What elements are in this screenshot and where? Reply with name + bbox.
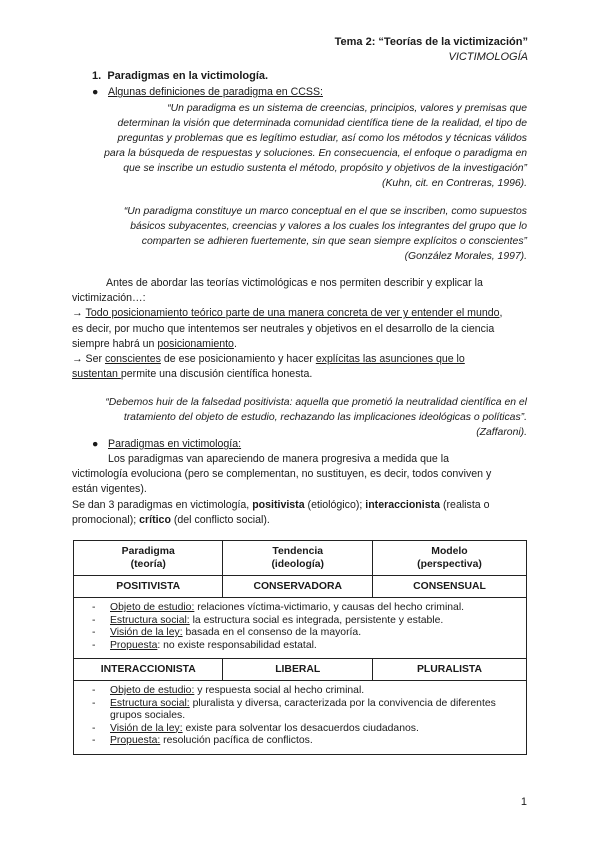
list-item bbox=[88, 685, 520, 698]
list-item bbox=[88, 640, 520, 653]
list-item bbox=[88, 723, 520, 736]
detail-list bbox=[88, 685, 520, 748]
arrow-icon: → bbox=[72, 353, 83, 366]
para-text: (realista o bbox=[440, 498, 490, 511]
item-label: Propuesta bbox=[110, 639, 158, 651]
emphasis-text: sustentan bbox=[72, 368, 121, 381]
item-text: relaciones víctima-victimario, y causas del hecho criminal. bbox=[194, 602, 465, 613]
emphasis-text: conscientes bbox=[104, 353, 161, 366]
quote-source: (Kuhn, cit. en Contreras, 1996). bbox=[382, 178, 527, 189]
para-line: Los paradigmas van apareciendo de manera progresiva a medida que la bbox=[108, 453, 449, 465]
bold-term: crítico bbox=[139, 513, 171, 526]
table-cell: PLURALISTA bbox=[372, 659, 526, 681]
item-text: existe para solventar los desacuerdos ciudadanos. bbox=[182, 722, 419, 734]
quote-zaffaroni bbox=[60, 395, 527, 440]
section-title: Paradigmas en la victimología. bbox=[107, 70, 269, 82]
para-line bbox=[72, 498, 532, 513]
bold-term: interaccionista bbox=[365, 498, 441, 511]
para-line: es decir, por mucho que intentemos ser neutrales y objetivos en el desarrollo de la ciencia bbox=[72, 322, 495, 335]
page-number: 1 bbox=[520, 796, 527, 808]
item-label: Objeto de estudio: bbox=[110, 685, 195, 696]
para-line bbox=[72, 337, 532, 352]
emphasis-text: posicionamiento bbox=[157, 337, 234, 350]
table-detail-cell bbox=[74, 681, 527, 755]
quote-line: para la búsqueda de respuestas y soluciones. En consecuencia, el enfoque o paradigma en bbox=[104, 148, 527, 159]
para-line bbox=[72, 367, 532, 382]
item-text: : no existe responsabilidad estatal. bbox=[157, 639, 317, 651]
para-text: promocional); bbox=[72, 513, 140, 526]
header-cell-subtitle: (ideología) bbox=[271, 559, 324, 570]
list-item bbox=[88, 735, 520, 748]
para-text: . bbox=[233, 337, 237, 350]
para-line: victimología evoluciona (pero se complementan, no sustituyen, es decir, todos conviven y bbox=[72, 468, 492, 481]
para-text: Se dan 3 paradigmas en victimología, bbox=[72, 498, 253, 511]
item-label: Visión de la ley: bbox=[110, 627, 183, 638]
item-label: Propuesta: bbox=[110, 735, 161, 746]
table-row bbox=[74, 576, 527, 598]
table-row bbox=[74, 659, 527, 681]
table-header-row bbox=[74, 541, 527, 576]
quote-line: preguntas y problemas que es legítimo estudiar, así como los métodos y técnicas válidos bbox=[117, 133, 527, 144]
table-header-cell bbox=[74, 541, 223, 576]
list-item bbox=[88, 627, 520, 640]
header-subject: VICTIMOLOGÍA bbox=[448, 51, 528, 63]
quote-line: “Un paradigma constituye un marco conceptual en el que se inscriben, como supuestos bbox=[123, 206, 527, 217]
para-line: Antes de abordar las teorías victimológicas e nos permiten describir y explicar la bbox=[106, 277, 483, 289]
item-label: Objeto de estudio: bbox=[110, 602, 195, 613]
header-cell-subtitle: (perspectiva) bbox=[417, 559, 482, 570]
para-line: victimización…: bbox=[72, 292, 146, 305]
table-cell: LIBERAL bbox=[223, 659, 372, 681]
detail-list bbox=[88, 602, 520, 652]
table-cell: CONSENSUAL bbox=[372, 576, 526, 598]
item-label: Visión de la ley: bbox=[110, 722, 183, 734]
quote-line: comparten se adhieren fuertemente, sin que sean siempre explícitos o conscientes” bbox=[141, 236, 527, 247]
bold-term: positivista bbox=[252, 498, 305, 511]
section-number: 1. bbox=[92, 70, 102, 82]
bullet-paradigms bbox=[92, 438, 241, 450]
header-cell-subtitle: (teoría) bbox=[130, 559, 166, 570]
bullet-icon: ● bbox=[92, 86, 99, 98]
table-cell: POSITIVISTA bbox=[74, 576, 223, 598]
bullet-icon: ● bbox=[92, 438, 99, 450]
para-text: de ese posicionamiento y hacer bbox=[160, 353, 316, 366]
paradigms-table bbox=[73, 540, 527, 755]
para-text: (del conflicto social). bbox=[170, 513, 270, 526]
item-text: basada en el consenso de la mayoría. bbox=[182, 627, 362, 638]
list-item bbox=[88, 602, 520, 615]
quote-line: “Debemos huir de la falsedad positivista: aquella que prometió la neutralidad científica en el bbox=[105, 397, 527, 408]
bullet-definitions bbox=[92, 86, 323, 98]
item-label: Estructura social: bbox=[110, 614, 190, 626]
para-text: Ser bbox=[82, 353, 105, 366]
section-heading bbox=[92, 70, 268, 82]
quote-source: (Zaffaroni). bbox=[476, 427, 527, 438]
emphasis-text: Todo posicionamiento teórico parte de una manera concreta de ver y entender el mundo bbox=[85, 307, 500, 320]
header-cell-title: Tendencia bbox=[272, 546, 324, 557]
para-line bbox=[72, 513, 532, 528]
para-line: están vigentes). bbox=[72, 483, 147, 496]
header-cell-title: Paradigma bbox=[121, 546, 175, 557]
list-item bbox=[88, 698, 520, 723]
quote-gonzalez bbox=[60, 204, 527, 264]
table-header-cell bbox=[372, 541, 526, 576]
para-line bbox=[72, 352, 532, 367]
list-item bbox=[88, 615, 520, 628]
bullet-definitions-text: Algunas definiciones de paradigma en CCSS: bbox=[108, 86, 323, 98]
table-cell: INTERACCIONISTA bbox=[74, 659, 223, 681]
table-header-cell bbox=[223, 541, 372, 576]
quote-line: determinan la visión que determinada comunidad científica tiene de la realidad, el tipo de bbox=[117, 118, 527, 129]
quote-kuhn bbox=[60, 101, 527, 191]
page-header bbox=[335, 35, 528, 65]
header-title: Tema 2: “Teorías de la victimización” bbox=[334, 36, 528, 48]
quote-line: que se inscribe un estudio sustenta el método, propósito y objetivos de la investigación” bbox=[123, 163, 527, 174]
emphasis-text: explícitas las asunciones que lo bbox=[315, 353, 465, 366]
table-detail-row bbox=[74, 598, 527, 659]
quote-line: tratamiento del objeto de estudio, rechazando las implicaciones ideológicas o políticas”. bbox=[123, 412, 527, 423]
para-text: (etiológico); bbox=[304, 498, 366, 511]
arrow-icon: → bbox=[72, 307, 83, 320]
table-detail-row bbox=[74, 681, 527, 755]
header-cell-title: Modelo bbox=[431, 546, 468, 557]
paragraph-paradigms bbox=[72, 452, 532, 528]
para-text: , bbox=[499, 307, 503, 320]
quote-source: (González Morales, 1997). bbox=[404, 251, 527, 262]
table-cell: CONSERVADORA bbox=[223, 576, 372, 598]
para-text: siempre habrá un bbox=[72, 337, 158, 350]
quote-line: “Un paradigma es un sistema de creencias, principios, valores y premisas que bbox=[167, 103, 527, 114]
para-text: permite una discusión científica honesta. bbox=[120, 368, 313, 381]
table-detail-cell bbox=[74, 598, 527, 659]
bullet-paradigms-text: Paradigmas en victimología: bbox=[108, 438, 242, 450]
item-text: pluralista y diversa, caracterizada por la convivencia de diferentes grupos sociales. bbox=[110, 697, 496, 721]
paragraph-positioning bbox=[72, 276, 532, 382]
item-text: resolución pacífica de conflictos. bbox=[160, 735, 313, 746]
quote-line: básicos subyacentes, creencias y valores a los cuales los integrantes del grupo que lo bbox=[130, 221, 527, 232]
item-text: y respuesta social al hecho criminal. bbox=[194, 685, 365, 696]
item-label: Estructura social: bbox=[110, 697, 190, 709]
item-text: la estructura social es integrada, persistente y estable. bbox=[189, 614, 444, 626]
para-line bbox=[72, 306, 532, 321]
